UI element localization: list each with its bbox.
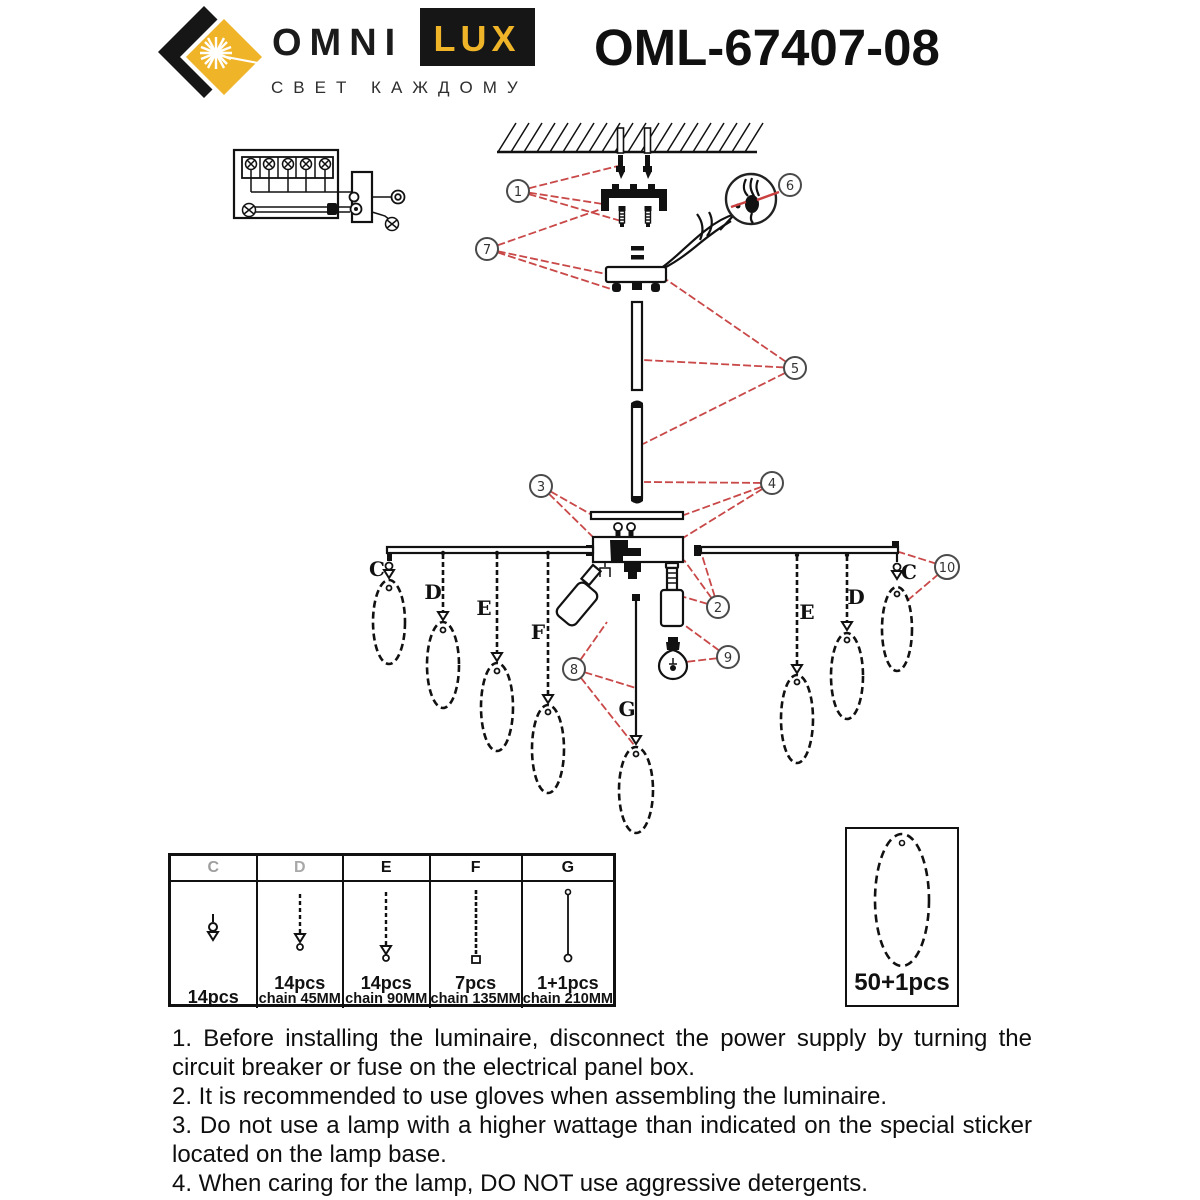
anchor-screws	[616, 128, 652, 179]
chain-icon-g	[548, 886, 588, 966]
brand-word-omni: OMNI	[272, 22, 404, 64]
parts-col-g	[523, 856, 613, 1008]
junction-wires	[656, 212, 735, 272]
svg-text:8: 8	[569, 663, 579, 678]
canopy	[606, 267, 666, 292]
hub-body	[586, 523, 701, 579]
bracket-bolts	[619, 206, 652, 227]
arm-right	[701, 547, 898, 553]
label-c-left: C	[369, 557, 385, 581]
set-screws	[631, 246, 644, 260]
pendant-d-right	[831, 556, 863, 719]
callout-1	[507, 180, 529, 202]
label-f-left: F	[530, 620, 546, 644]
spare-pendant-label: 50+1pcs	[854, 969, 950, 996]
callout-2	[707, 596, 729, 618]
instructions	[172, 1024, 1032, 1198]
svg-text:7: 7	[482, 243, 492, 258]
parts-col-f	[431, 856, 523, 1008]
magnifier-detail	[726, 174, 779, 224]
chain-icon-e	[366, 886, 406, 966]
parts-header-g: G	[523, 856, 613, 882]
label-e-right: E	[799, 600, 815, 624]
arm-left	[387, 547, 593, 553]
svg-text:9: 9	[723, 651, 733, 666]
parts-header-f: F	[431, 856, 521, 882]
ceiling	[497, 123, 763, 152]
parts-qty-d: 14pcs	[274, 972, 326, 993]
svg-text:6: 6	[785, 179, 795, 194]
pendant-f-left	[532, 554, 564, 793]
label-c-right: C	[901, 560, 917, 584]
pendant-d-left	[427, 554, 459, 708]
instruction-3: 3. Do not use a lamp with a higher wattage than indicated on the special sticker located on the lamp base.	[172, 1112, 1032, 1168]
parts-table	[168, 853, 616, 1007]
downrod-lower	[631, 401, 643, 504]
bulb	[659, 637, 687, 679]
parts-header-d: D	[258, 856, 343, 882]
parts-col-d	[258, 856, 345, 1008]
instruction-4: 4. When caring for the lamp, DO NOT use aggressive detergents.	[172, 1170, 868, 1197]
callout-9	[717, 646, 739, 668]
pendant-e-right	[781, 556, 813, 763]
parts-qty-f: 7pcs	[455, 972, 497, 993]
callout-8	[563, 658, 585, 680]
parts-chain-d: chain 45MM	[258, 990, 341, 1007]
socket-cover	[554, 565, 600, 628]
spare-pendant-oval	[849, 829, 955, 971]
svg-text:3: 3	[536, 480, 546, 495]
callout-10	[935, 555, 959, 579]
instruction-2: 2. It is recommended to use gloves when assembling the luminaire.	[172, 1083, 888, 1110]
parts-chain-f: chain 135MM	[430, 990, 521, 1007]
svg-text:10: 10	[938, 561, 956, 576]
parts-chain-e: chain 90MM	[345, 990, 428, 1007]
parts-qty-e: 14pcs	[360, 972, 412, 993]
callout-5	[784, 357, 806, 379]
brand-tagline: СВЕТ КАЖДОМУ	[271, 78, 528, 97]
spare-pendant-box	[845, 827, 959, 1007]
instruction-1: 1. Before installing the luminaire, disconnect the power supply by turning the circuit breaker or fuse on the electrical panel box.	[172, 1025, 1032, 1081]
label-d-right: D	[847, 585, 865, 609]
parts-col-c	[171, 856, 258, 1008]
lamp-holder	[661, 563, 683, 626]
callout-3	[530, 475, 552, 497]
parts-col-e	[344, 856, 431, 1008]
svg-text:1: 1	[513, 185, 523, 200]
callout-4	[761, 472, 783, 494]
svg-text:5: 5	[790, 362, 800, 377]
svg-text:2: 2	[713, 601, 723, 616]
parts-chain-g: chain 210MM	[522, 990, 613, 1007]
hub-plate	[591, 512, 683, 519]
label-g-center: G	[618, 697, 636, 721]
model-number: OML-67407-08	[594, 19, 940, 76]
pendant-e-left	[481, 554, 513, 751]
chain-icon-d	[280, 886, 320, 966]
downrod-upper	[632, 302, 642, 390]
label-e-left: E	[476, 596, 492, 620]
svg-text:4: 4	[767, 477, 777, 492]
label-d-left: D	[424, 580, 442, 604]
callout-6	[779, 174, 801, 196]
parts-header-c: C	[171, 856, 256, 882]
parts-qty-c: 14pcs	[187, 987, 239, 1007]
parts-header-e: E	[344, 856, 429, 882]
chain-icon-f	[456, 886, 496, 966]
chain-icon-c	[193, 886, 233, 966]
terminal-block-diagram	[234, 150, 405, 231]
callout-7	[476, 238, 498, 260]
brand-word-lux: LUX	[433, 18, 521, 59]
parts-qty-g: 1+1pcs	[537, 972, 599, 993]
mounting-bracket	[601, 184, 667, 211]
